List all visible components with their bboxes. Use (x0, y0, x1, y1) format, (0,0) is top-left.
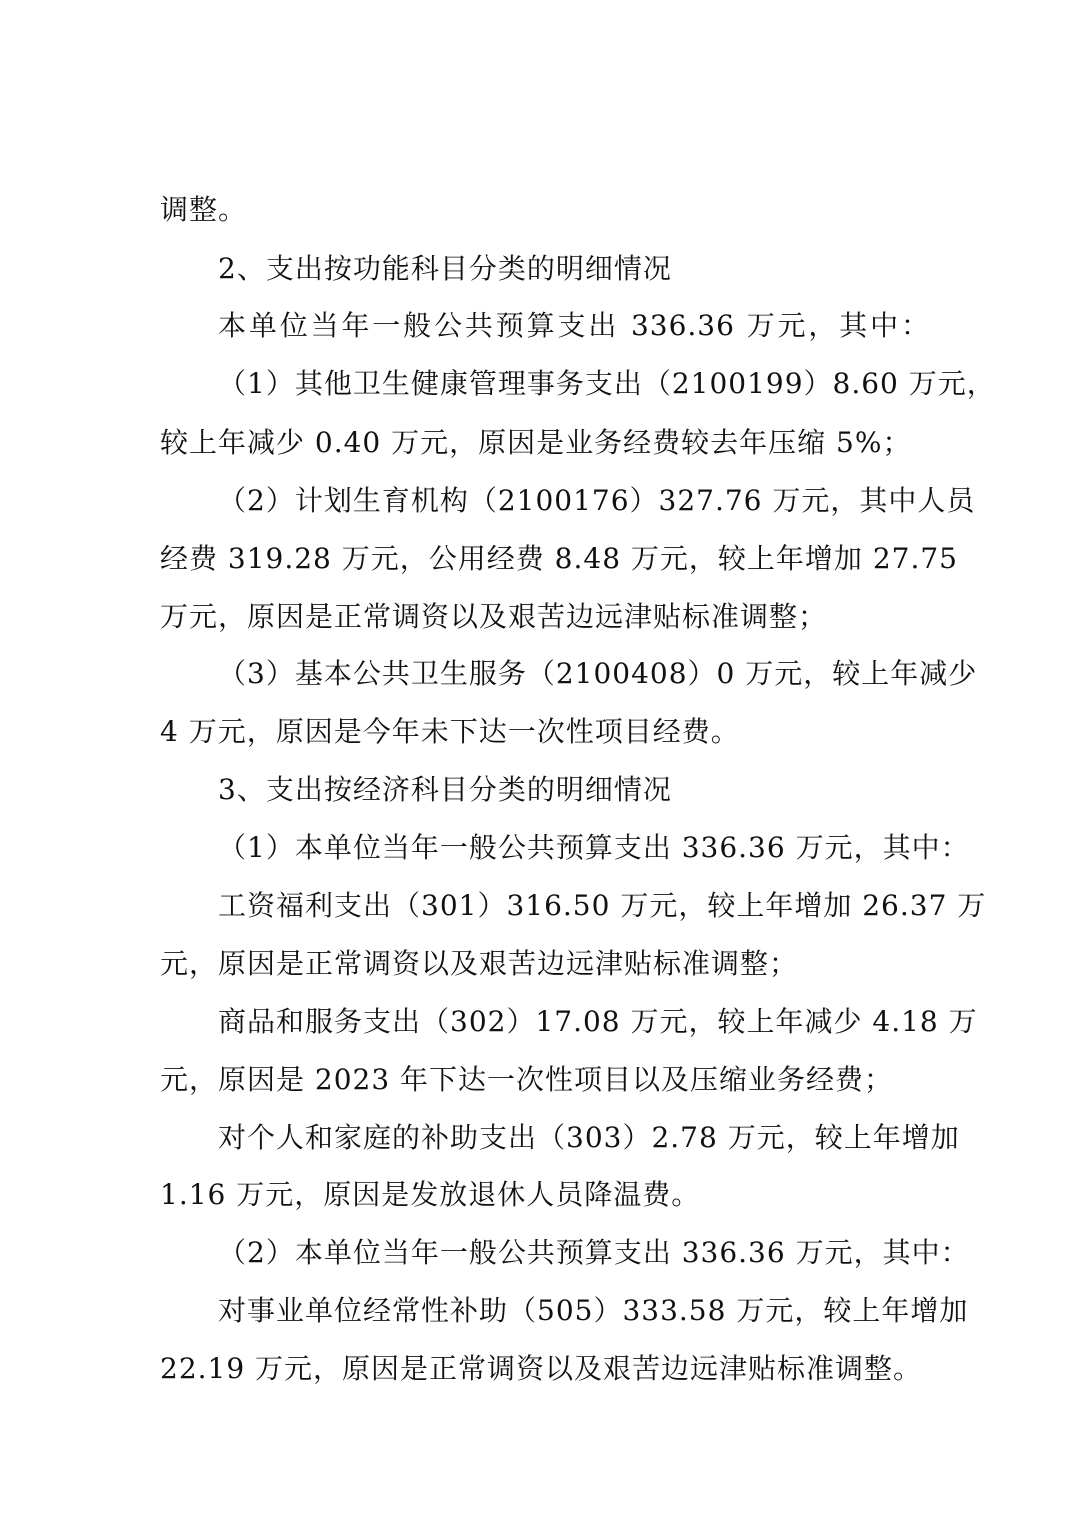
text-line: 元，原因是正常调资以及艰苦边远津贴标准调整； (160, 947, 799, 980)
text-line: 22.19 万元，原因是正常调资以及艰苦边远津贴标准调整。 (160, 1352, 923, 1385)
text-line: （1）其他卫生健康管理事务支出（2100199）8.60 万元， (218, 367, 996, 400)
section-heading: 2、支出按功能科目分类的明细情况 (218, 252, 672, 285)
text-line: 较上年减少 0.40 万元，原因是业务经费较去年压缩 5%； (160, 426, 912, 459)
text-line: 对个人和家庭的补助支出（303）2.78 万元，较上年增加 (218, 1121, 960, 1154)
text-line: 本单位当年一般公共预算支出 336.36 万元，其中： (218, 309, 930, 342)
text-line: 4 万元，原因是今年未下达一次性项目经费。 (160, 715, 740, 748)
text-line: 商品和服务支出（302）17.08 万元，较上年减少 4.18 万 (218, 1005, 978, 1038)
section-heading: 3、支出按经济科目分类的明细情况 (218, 773, 672, 806)
text-line: （2）本单位当年一般公共预算支出 336.36 万元，其中： (218, 1236, 970, 1269)
text-line: 对事业单位经常性补助（505）333.58 万元，较上年增加 (218, 1294, 969, 1327)
text-line: 元，原因是 2023 年下达一次性项目以及压缩业务经费； (160, 1063, 894, 1096)
text-line: （2）计划生育机构（2100176）327.76 万元，其中人员 (218, 484, 976, 517)
text-line: 调整。 (160, 193, 248, 226)
text-line: 1.16 万元，原因是发放退休人员降温费。 (160, 1178, 701, 1211)
text-line: （1）本单位当年一般公共预算支出 336.36 万元，其中： (218, 831, 970, 864)
text-line: 工资福利支出（301）316.50 万元，较上年增加 26.37 万 (218, 889, 987, 922)
text-line: 万元，原因是正常调资以及艰苦边远津贴标准调整； (160, 600, 828, 633)
text-line: （3）基本公共卫生服务（2100408）0 万元，较上年减少 (218, 657, 978, 690)
text-line: 经费 319.28 万元，公用经费 8.48 万元，较上年增加 27.75 (160, 542, 958, 575)
